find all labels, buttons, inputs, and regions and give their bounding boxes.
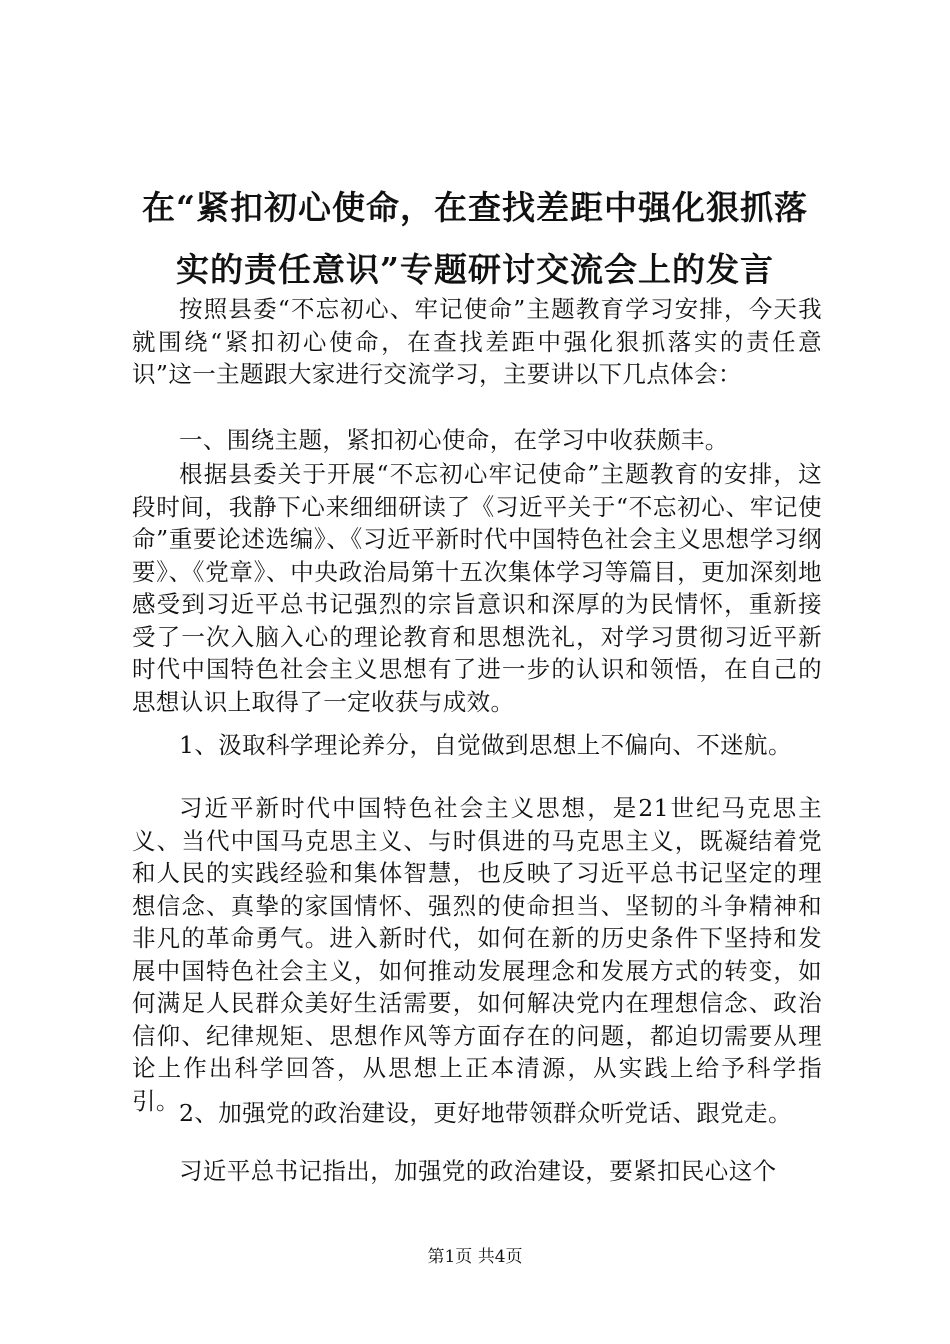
section-heading-1: 一、围绕主题，紧扣初心使命，在学习中收获颇丰。 <box>179 426 729 454</box>
paragraph-political: 习近平总书记指出，加强党的政治建设，要紧扣民心这个 <box>179 1157 777 1185</box>
page-footer: 第1页 共4页 <box>427 1247 523 1267</box>
paragraph-intro: 按照县委“不忘初心、牢记使命”主题教育学习安排，今天我就围绕“紧扣初心使命，在查找差距中强化狠抓落实的责任意识”这一主题跟大家进行交流学习，主要讲以下几点体会： <box>132 295 822 388</box>
paragraph-theory: 习近平新时代中国特色社会主义思想，是21世纪马克思主义、当代中国马克思主义、与时俱进的马克思主义，既凝结着党和人民的实践经验和集体智慧，也反映了习近平总书记坚定的理想信念、真挚的家国情怀、强烈的使命担当、坚韧的斗争精神和非凡的革命勇气。进入新时代，如何在新的历史条件下坚持和发展中国特色社会主义，如何推动发展理念和发展方式的转变，如何满足人民群众美好生活需要，如何解决党内在理想信念、政治信仰、纪律规矩、思想作风等方面存在的问题，都迫切需要从理论上作出科学回答，从思想上正本清源，从实践上给予科学指引。 <box>132 794 822 1115</box>
subheading-2: 2、加强党的政治建设，更好地带领群众听党话、跟党走。 <box>179 1099 792 1127</box>
paragraph-study: 根据县委关于开展“不忘初心牢记使命”主题教育的安排，这段时间，我静下心来细细研读了《习近平关于“不忘初心、牢记使命”重要论述选编》、《习近平新时代中国特色社会主义思想学习纲要》、《党章》、中央政治局第十五次集体学习等篇目，更加深刻地感受到习近平总书记强烈的宗旨意识和深厚的为民情怀，重新接受了一次入脑入心的理论教育和思想洗礼，对学习贯彻习近平新时代中国特色社会主义思想有了进一步的认识和领悟，在自己的思想认识上取得了一定收获与成效。 <box>132 460 822 716</box>
document-title-line-2: 实的责任意识”专题研讨交流会上的发言 <box>176 250 774 289</box>
document-title-line-1: 在“紧扣初心使命，在查找差距中强化狠抓落 <box>142 188 808 227</box>
subheading-1: 1、汲取科学理论养分，自觉做到思想上不偏向、不迷航。 <box>179 731 792 759</box>
